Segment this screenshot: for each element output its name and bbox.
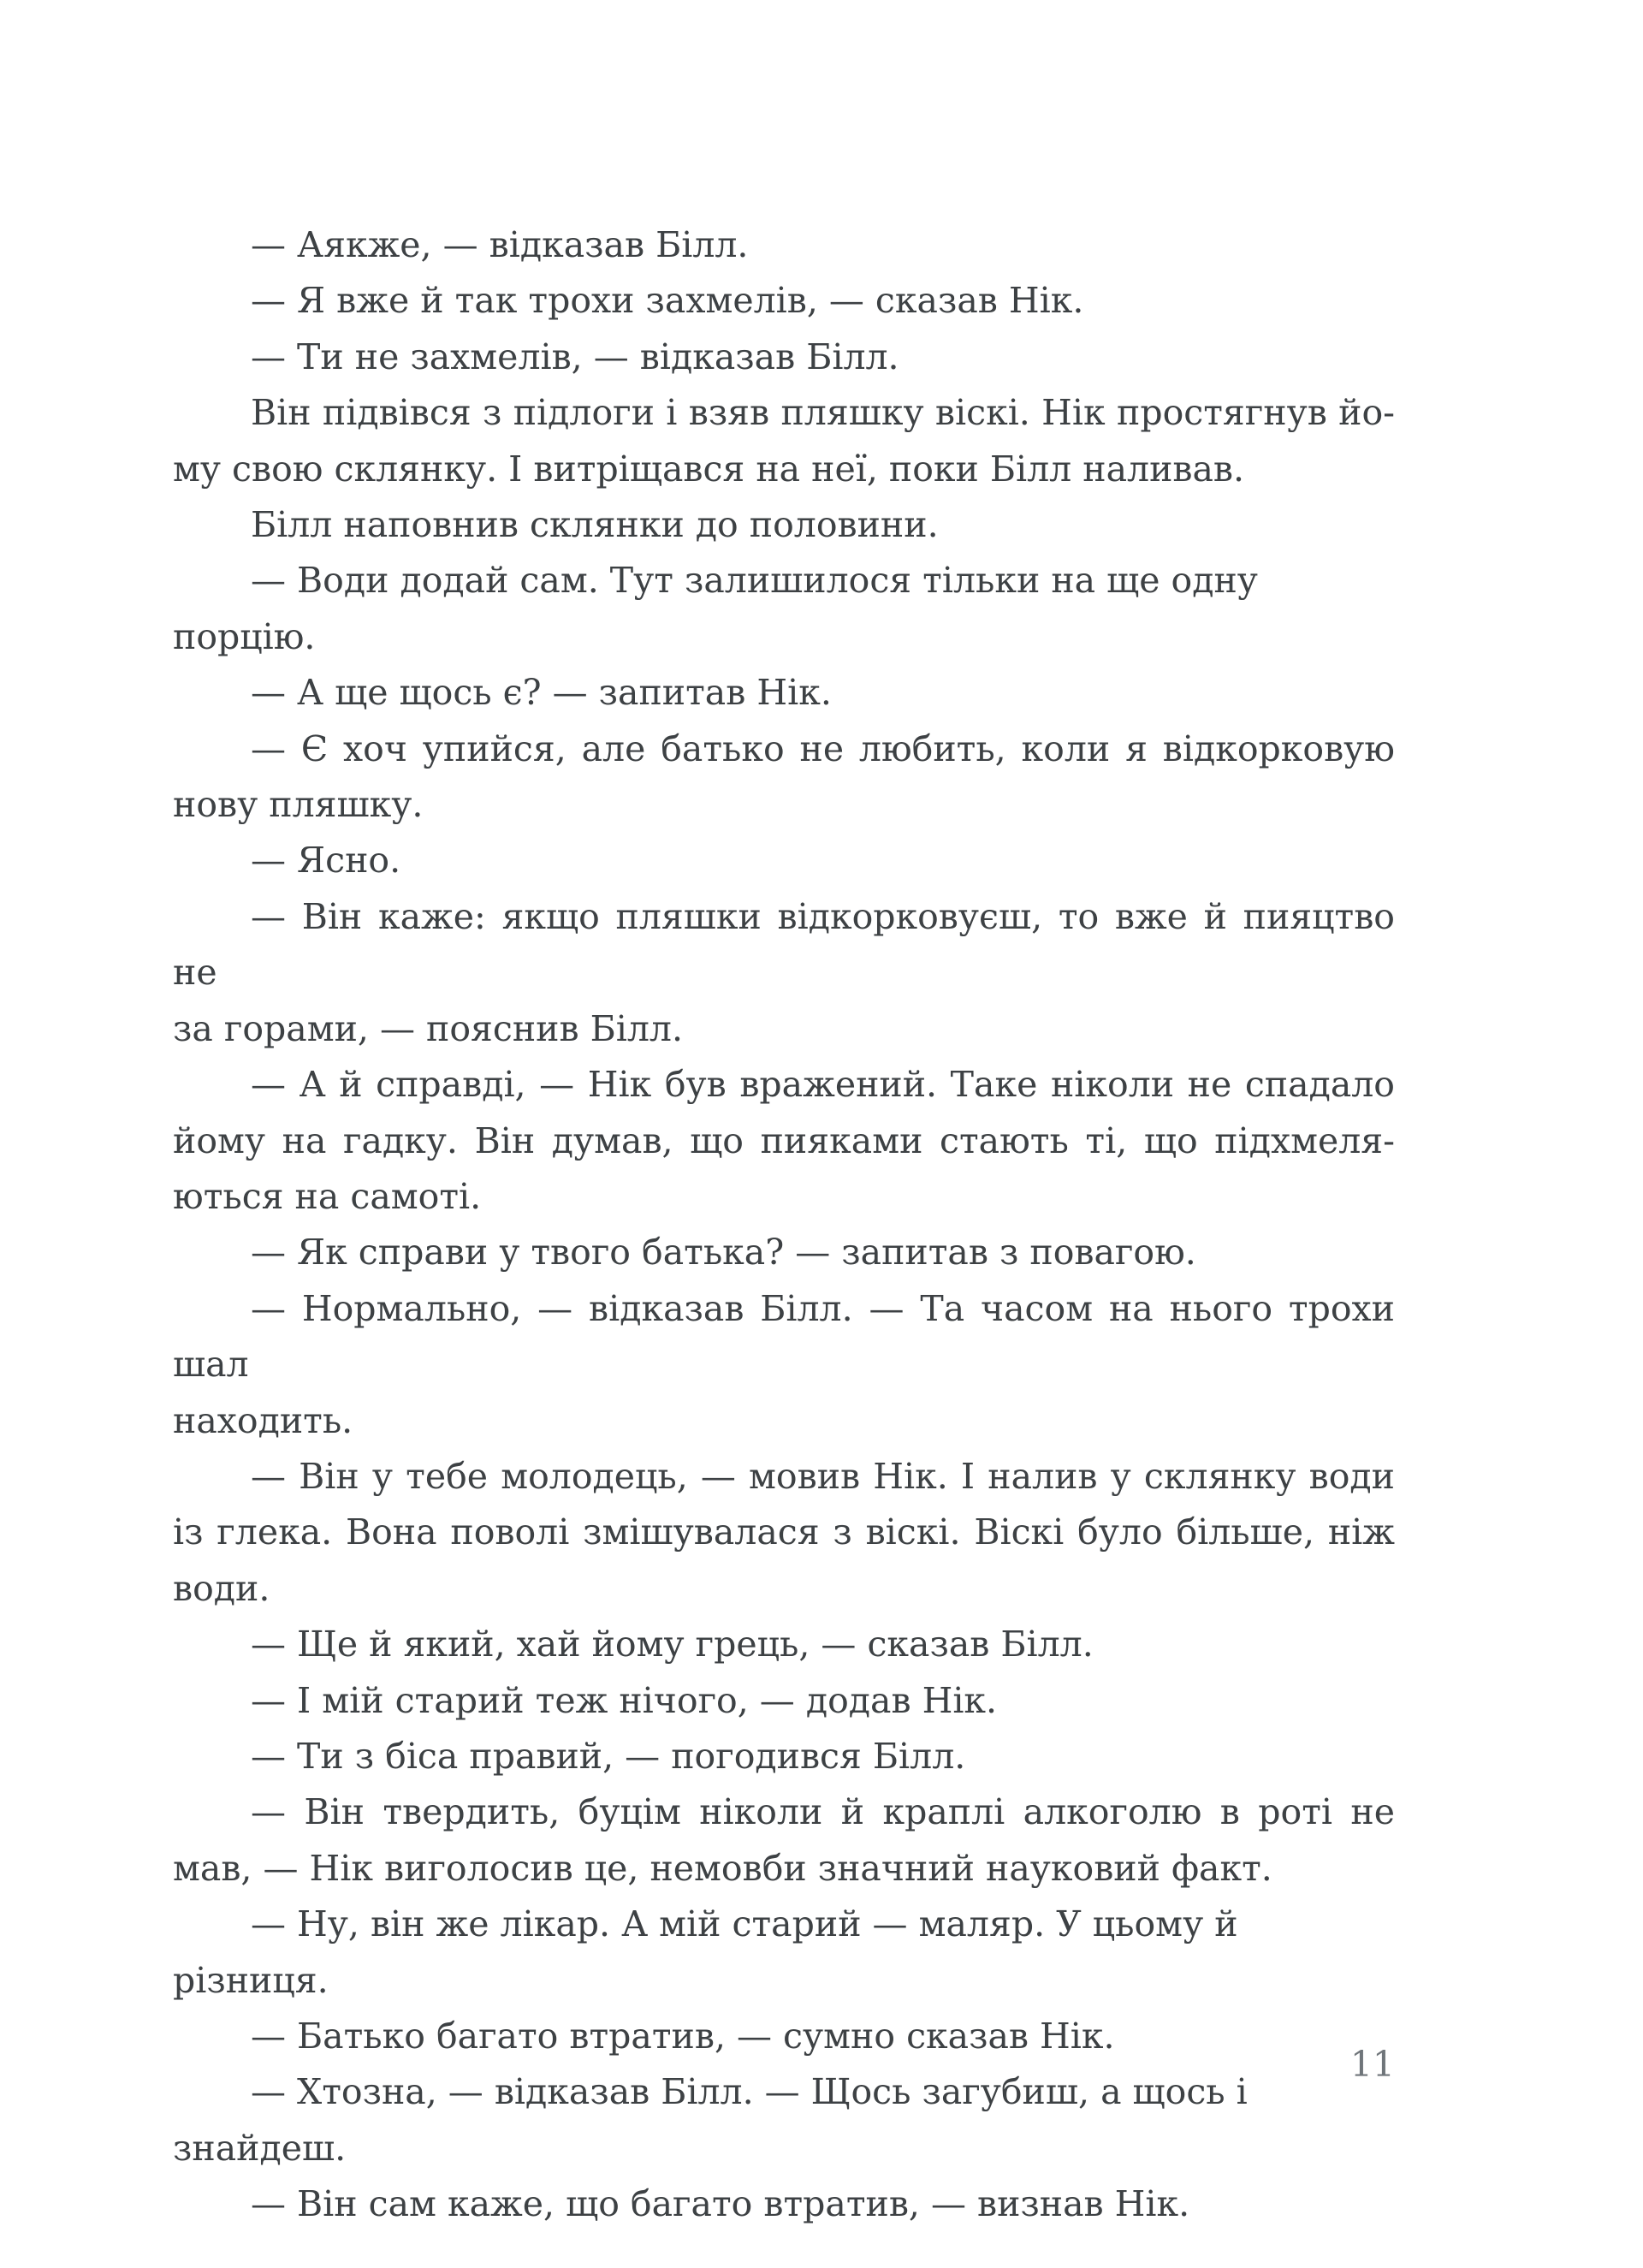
body-text <box>173 217 1395 2233</box>
paragraph <box>173 553 1395 665</box>
text-line: — Він сам каже, що багато втратив, — визнав Нік. <box>251 2183 1190 2225</box>
text-line: — А ще щось є? — запитав Нік. <box>251 672 832 714</box>
page-number: 11 <box>1349 2044 1395 2085</box>
text-line: находить. <box>173 1399 353 1441</box>
text-line: — Він у тебе молодець, — мовив Нік. І налив у склянку води <box>251 1455 1395 1497</box>
text-line: ються на самоті. <box>173 1175 482 1217</box>
text-line: му свою склянку. І витріщався на неї, поки Білл наливав. <box>173 448 1245 490</box>
text-line: із глека. Вона поволі змішувалася з віскі. Віскі було більше, ніж <box>173 1511 1395 1553</box>
paragraph <box>173 1449 1395 1617</box>
paragraph <box>173 1057 1395 1225</box>
text-line: йому на гадку. Він думав, що пияками стають ті, що підхмеля- <box>173 1119 1395 1161</box>
text-line: — Ще й який, хай йому грець, — сказав Білл. <box>251 1624 1094 1665</box>
text-line: — Він каже: якщо пляшки відкорковуєш, то вже й пияцтво не <box>173 895 1395 994</box>
paragraph <box>173 721 1395 834</box>
text-line: — Я вже й так трохи захмелів, — сказав Нік. <box>251 280 1084 322</box>
text-line: — А й справді, — Нік був вражений. Таке ніколи не спадало <box>251 1064 1395 1106</box>
paragraph <box>173 330 1395 385</box>
text-line: — Хтозна, — відказав Білл. — Щось загубиш, а щось і знайдеш. <box>173 2071 1248 2169</box>
paragraph <box>173 273 1395 329</box>
text-line: — Він твердить, буцім ніколи й краплі алкоголю в роті не <box>251 1791 1395 1833</box>
text-line: Білл наповнив склянки до половини. <box>251 504 939 546</box>
paragraph <box>173 1784 1395 1897</box>
paragraph <box>173 385 1395 497</box>
text-line: за горами, — пояснив Білл. <box>173 1007 683 1049</box>
text-line: — Води додай сам. Тут залишилося тільки на ще одну порцію. <box>173 560 1258 657</box>
text-line: води. <box>173 1567 270 1609</box>
text-line: — Аякже, — відказав Білл. <box>251 224 749 265</box>
text-line: — Батько багато втратив, — сумно сказав Нік. <box>251 2016 1115 2057</box>
text-line: — Як справи у твого батька? — запитав з повагою. <box>251 1232 1196 1274</box>
paragraph <box>173 1673 1395 1729</box>
text-line: — Ти не захмелів, — відказав Білл. <box>251 335 899 377</box>
text-line: мав, — Нік виголосив це, немовби значний науковий факт. <box>173 1847 1272 1889</box>
text-line: — Ну, він же лікар. А мій старий — маляр. У цьому й різниця. <box>173 1903 1238 2001</box>
paragraph <box>173 2176 1395 2232</box>
paragraph <box>173 1897 1395 2009</box>
paragraph <box>173 1617 1395 1672</box>
paragraph <box>173 217 1395 273</box>
paragraph <box>173 1729 1395 1784</box>
paragraph <box>173 1225 1395 1280</box>
paragraph <box>173 889 1395 1057</box>
text-line: — І мій старий теж нічого, — додав Нік. <box>251 1679 998 1721</box>
paragraph <box>173 665 1395 721</box>
paragraph <box>173 1281 1395 1449</box>
text-line: — Ти з біса правий, — погодився Білл. <box>251 1735 966 1777</box>
text-line: нову пляшку. <box>173 784 424 826</box>
text-line: Він підвівся з підлоги і взяв пляшку віскі. Нік простягнув йо- <box>251 392 1395 434</box>
text-line: — Ясно. <box>251 840 401 882</box>
text-line: — Нормально, — відказав Білл. — Та часом на нього трохи шал <box>173 1287 1395 1386</box>
text-line: — Є хоч упийся, але батько не любить, коли я відкорковую <box>251 727 1395 769</box>
paragraph <box>173 833 1395 888</box>
paragraph <box>173 497 1395 553</box>
